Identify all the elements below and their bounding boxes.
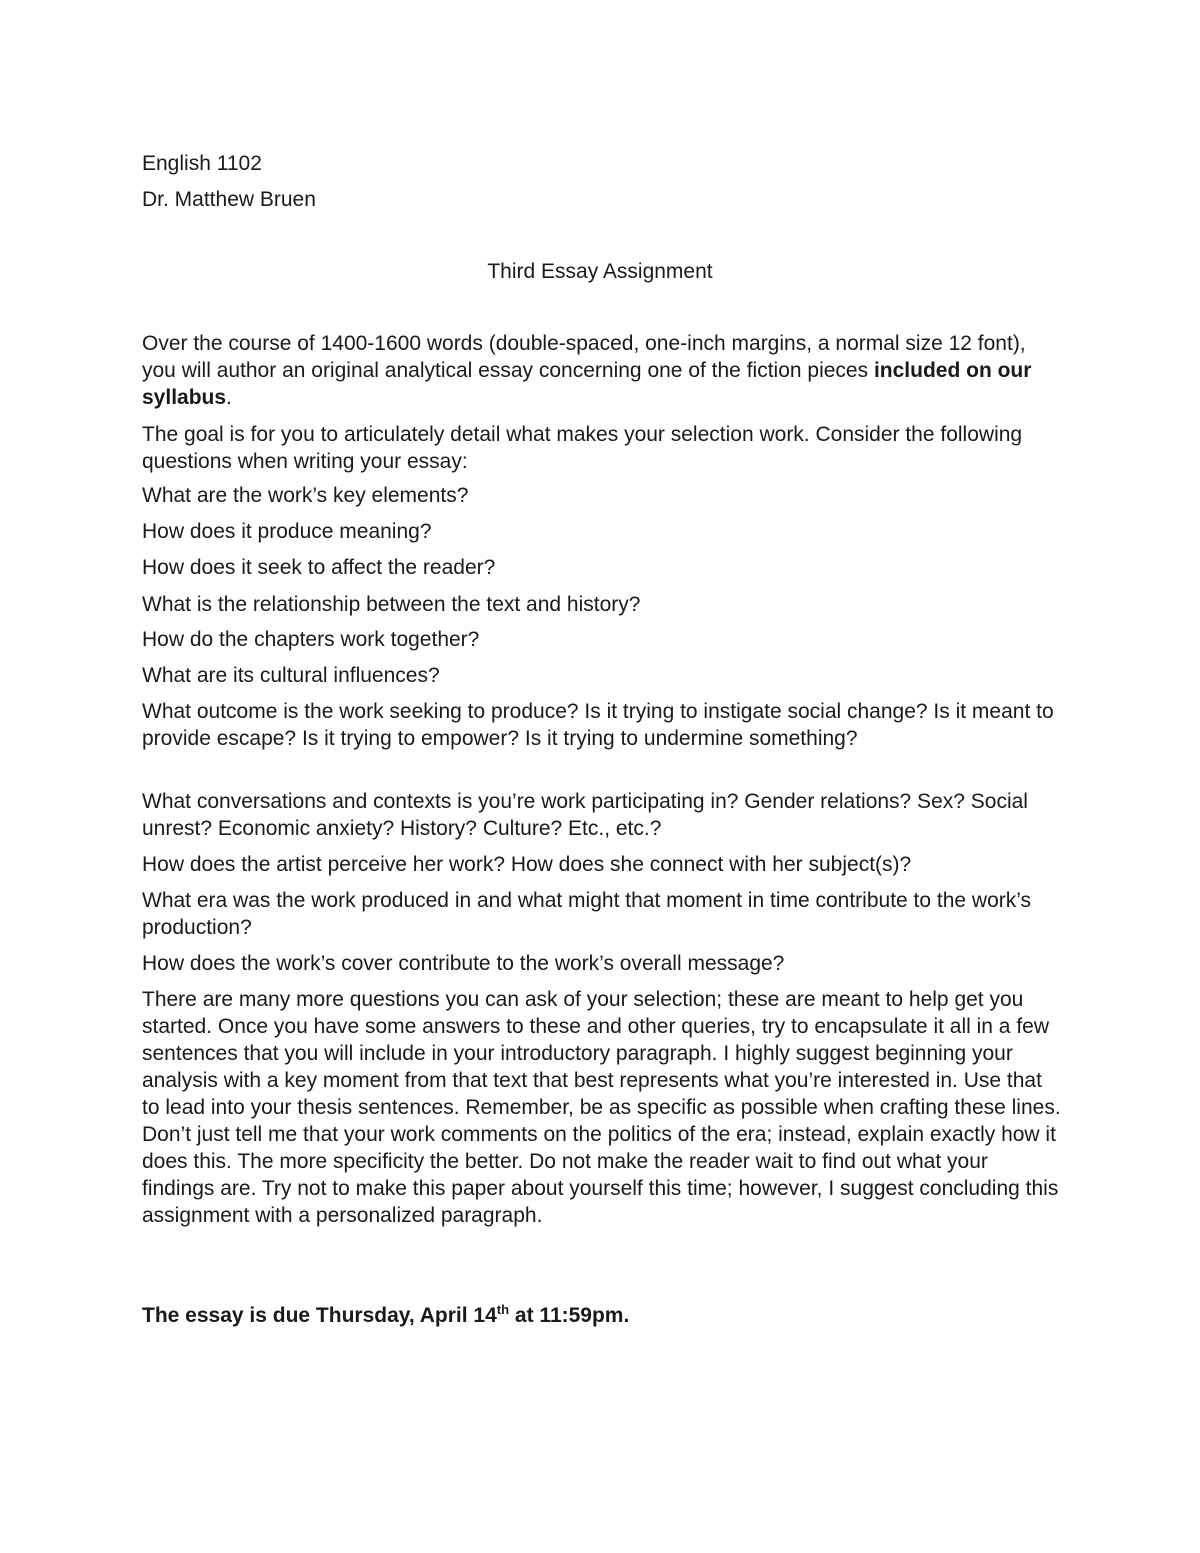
question-item: How does the work’s cover contribute to the work’s overall message?: [142, 952, 785, 975]
due-date-line: [142, 1302, 1062, 1329]
course-name: English 1102: [142, 152, 262, 175]
intro-text: Over the course of 1400-1600 words (double-spaced, one-inch margins, a normal size 12 font), you will author an original analytical essay concerning one of the fiction pieces: [142, 332, 1026, 382]
question-item: What are its cultural influences?: [142, 664, 440, 687]
due-date-superscript: th: [496, 1302, 510, 1317]
question-item: What era was the work produced in and what might that moment in time contribute to the work’s production?: [142, 889, 1032, 939]
question-item: What is the relationship between the text and history?: [142, 593, 641, 616]
due-date-text: The essay is due Thursday, April 14: [142, 1304, 497, 1327]
page-title: Third Essay Assignment: [487, 260, 713, 283]
intro-paragraph: [142, 330, 1062, 411]
closing-paragraph: There are many more questions you can ask of your selection; these are meant to help get you started. Once you have some answers to these and other queries, try to encapsulate it all in a few sentences that you will include in your introductory paragraph. I highly suggest beginning your analysis with a key moment from that text that best represents what you’re interested in. Use that to lead into your thesis sentences. Remember, be as specific as possible when crafting these lines. Don’t just tell me that your work comments on the politics of the era; instead, explain exactly how it does this. The more specificity the better. Do not make the reader wait to find out what your findings are. Try not to make this paper about yourself this time; however, I suggest concluding this assignment with a personalized paragraph.: [142, 988, 1061, 1227]
intro-bold-text: included on our syllabus: [142, 359, 1032, 409]
question-item: How do the chapters work together?: [142, 628, 480, 651]
question-item: What conversations and contexts is you’re work participating in? Gender relations? Sex? Social unrest? Economic anxiety? History? Culture? Etc., etc.?: [142, 790, 1028, 840]
question-item: What outcome is the work seeking to produce? Is it trying to instigate social change? Is it meant to provide escape? Is it trying to empower? Is it trying to undermine something?: [142, 700, 1054, 750]
question-item: How does it produce meaning?: [142, 520, 432, 543]
question-item: How does it seek to affect the reader?: [142, 556, 496, 579]
due-date-time: at 11:59pm.: [509, 1304, 630, 1327]
goal-paragraph: The goal is for you to articulately detail what makes your selection work. Consider the following questions when writing your essay:: [142, 423, 1023, 473]
question-item: How does the artist perceive her work? How does she connect with her subject(s)?: [142, 853, 912, 876]
intro-end: .: [226, 386, 232, 409]
instructor-name: Dr. Matthew Bruen: [142, 188, 316, 211]
question-item: What are the work’s key elements?: [142, 484, 469, 507]
